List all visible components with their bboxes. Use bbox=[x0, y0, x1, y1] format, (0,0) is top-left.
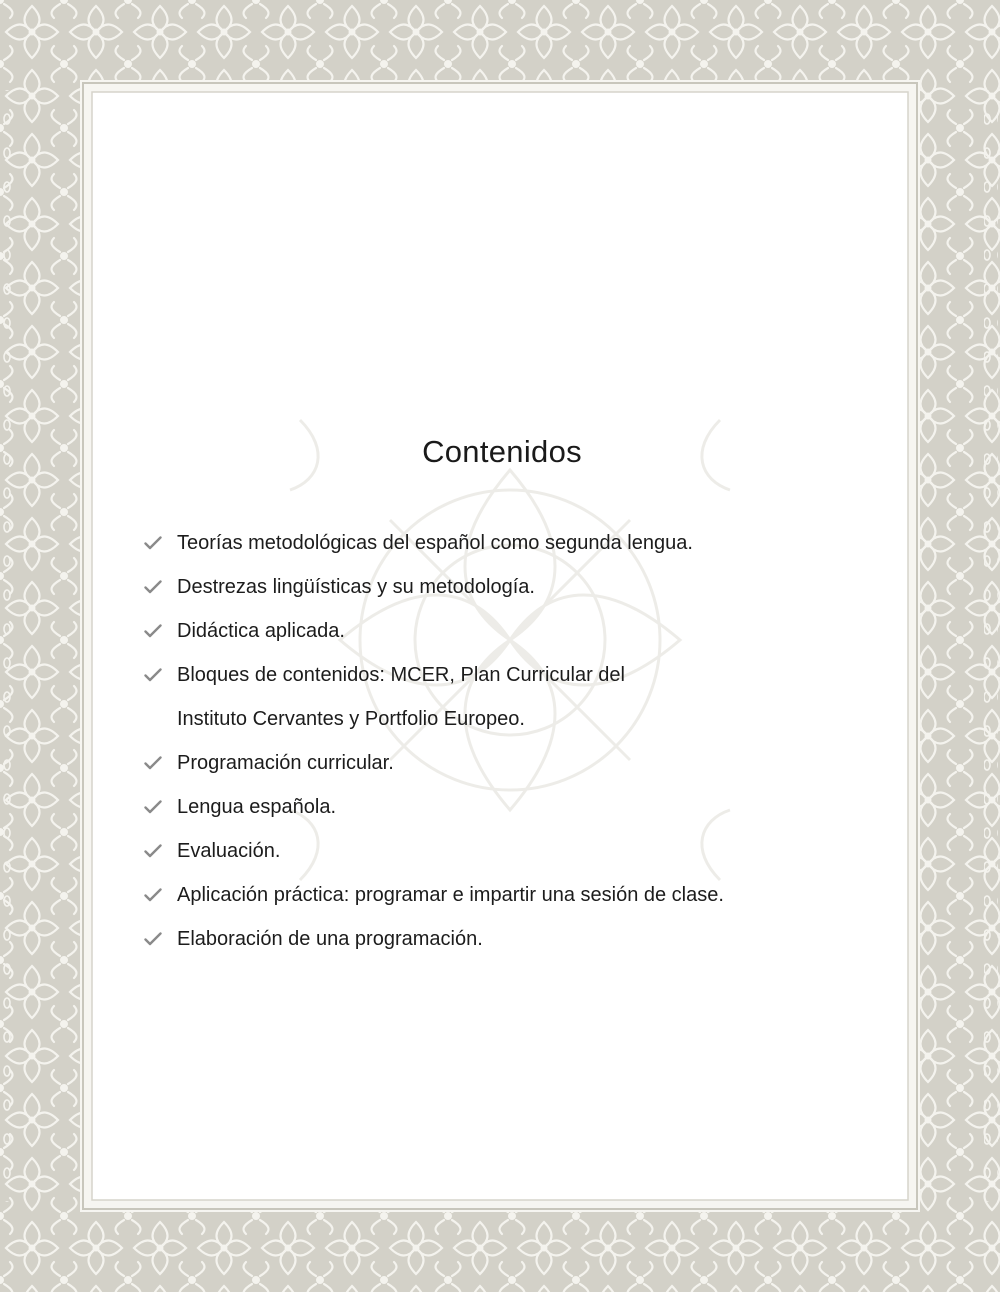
list-item-text-line: Teorías metodológicas del español como segunda lengua. bbox=[177, 532, 693, 554]
checkmark-icon bbox=[144, 844, 162, 858]
list-item-text-line: Instituto Cervantes y Portfolio Europeo. bbox=[177, 708, 525, 730]
list-item bbox=[144, 829, 874, 873]
list-item-text-line: Elaboración de una programación. bbox=[177, 928, 483, 950]
list-item-text-line: Destrezas lingüísticas y su metodología. bbox=[177, 576, 535, 598]
list-item bbox=[144, 873, 874, 917]
page-title: Contenidos bbox=[422, 434, 582, 469]
checkmark-icon bbox=[144, 536, 162, 550]
checkmark-icon bbox=[144, 888, 162, 902]
checkmark-icon bbox=[144, 756, 162, 770]
checkmark-icon bbox=[144, 932, 162, 946]
checkmark-icon bbox=[144, 580, 162, 594]
list-item-text-line: Lengua española. bbox=[177, 796, 337, 818]
list-item bbox=[144, 917, 874, 961]
list-item bbox=[144, 741, 874, 785]
list-item bbox=[144, 565, 874, 609]
contents-list bbox=[144, 521, 874, 961]
content-area bbox=[96, 96, 908, 1200]
list-item-text-line: Evaluación. bbox=[177, 840, 281, 862]
checkmark-icon bbox=[144, 624, 162, 638]
list-item-text-line: Aplicación práctica: programar e impartir una sesión de clase. bbox=[177, 884, 724, 906]
list-item-text-line: Programación curricular. bbox=[177, 752, 394, 774]
list-item-text-line: Didáctica aplicada. bbox=[177, 620, 345, 642]
list-item bbox=[144, 521, 874, 565]
list-item bbox=[144, 609, 874, 653]
list-item-text-line: Bloques de contenidos: MCER, Plan Curricular del bbox=[177, 664, 625, 686]
list-item bbox=[144, 785, 874, 829]
checkmark-icon bbox=[144, 668, 162, 682]
list-item bbox=[144, 653, 874, 741]
checkmark-icon bbox=[144, 800, 162, 814]
